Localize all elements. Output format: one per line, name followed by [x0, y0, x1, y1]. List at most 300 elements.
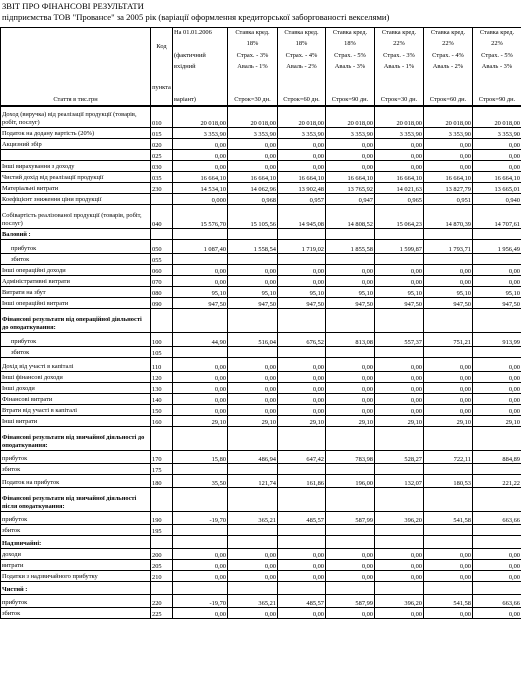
variant-2-value-cell: 0,00 [278, 405, 326, 416]
row-label: Коефіцієнт зниження ціни продукції [1, 194, 151, 205]
variant-6-value-cell: 0,00 [473, 161, 521, 172]
variant-2-value-cell [278, 536, 326, 549]
variant-3-value-cell: 587,99 [326, 595, 375, 608]
variant-3-value-cell: 0,00 [326, 139, 375, 150]
base-value-cell: 0,000 [173, 194, 228, 205]
variant-4-value-cell: 132,07 [375, 475, 424, 488]
header-var2-term: Строк=60 дн. [278, 72, 326, 106]
variant-6-value-cell [473, 309, 521, 333]
header-var1-costs [228, 50, 278, 72]
header-var4-term: Строк=30 дн. [375, 72, 424, 106]
variant-5-value-cell: 947,50 [424, 298, 473, 309]
header-var1-strakh: Страх. - 3% [236, 51, 269, 59]
variant-6-value-cell: 0,00 [473, 358, 521, 372]
row-code: 050 [151, 240, 173, 254]
variant-6-value-cell: 663,66 [473, 595, 521, 608]
variant-1-value-cell: 0,00 [228, 276, 278, 287]
variant-1-value-cell: 365,21 [228, 595, 278, 608]
header-var6-strakh: Страх. - 5% [481, 51, 513, 59]
row-code: 180 [151, 475, 173, 488]
table-row [1, 254, 521, 265]
row-label: витрати [1, 560, 151, 571]
header-var4-rate: Ставка кред. [375, 28, 424, 39]
variant-3-value-cell: 0,00 [326, 372, 375, 383]
variant-3-value-cell: 0,00 [326, 571, 375, 582]
variant-6-value-cell [473, 347, 521, 358]
variant-6-value-cell: 0,00 [473, 549, 521, 560]
variant-6-value-cell: 221,22 [473, 475, 521, 488]
row-code: 210 [151, 571, 173, 582]
row-code: 205 [151, 560, 173, 571]
variant-3-value-cell: 0,00 [326, 161, 375, 172]
variant-3-value-cell: 0,00 [326, 383, 375, 394]
table-row [1, 107, 521, 128]
variant-3-value-cell: 0,00 [326, 394, 375, 405]
table-body [1, 107, 521, 619]
row-code: 170 [151, 451, 173, 464]
variant-4-value-cell [375, 464, 424, 475]
variant-2-value-cell [278, 488, 326, 512]
header-var5-costs [424, 50, 473, 72]
variant-3-value-cell [326, 254, 375, 265]
header-var3-costs [326, 50, 375, 72]
row-code [151, 582, 173, 595]
variant-5-value-cell: 0,00 [424, 383, 473, 394]
variant-2-value-cell: 13 902,48 [278, 183, 326, 194]
table-row [1, 150, 521, 161]
variant-6-value-cell: 884,89 [473, 451, 521, 464]
variant-3-value-cell: 13 765,92 [326, 183, 375, 194]
row-label: прибуток [1, 333, 151, 347]
row-code: 140 [151, 394, 173, 405]
variant-6-value-cell: 29,10 [473, 416, 521, 427]
variant-4-value-cell [375, 525, 424, 536]
base-value-cell [173, 229, 228, 240]
variant-5-value-cell: 0,00 [424, 560, 473, 571]
variant-1-value-cell: 0,00 [228, 139, 278, 150]
variant-3-value-cell: 0,00 [326, 405, 375, 416]
header-var1-aval: Аваль - 1% [237, 62, 268, 70]
variant-4-value-cell: 95,10 [375, 287, 424, 298]
variant-2-value-cell: 0,00 [278, 150, 326, 161]
table-row [1, 161, 521, 172]
variant-3-value-cell [326, 536, 375, 549]
base-value-cell [173, 488, 228, 512]
header-var6-costs [473, 50, 521, 72]
header-var5-term: Строк=60 дн. [424, 72, 473, 106]
row-label: збиток [1, 347, 151, 358]
row-label [1, 150, 151, 161]
row-label: Фінансові результати від звичайної діяльності після оподаткування: [1, 488, 151, 512]
variant-3-value-cell: 0,00 [326, 549, 375, 560]
row-label: Дохід від участі в капіталі [1, 358, 151, 372]
base-value-cell: 0,00 [173, 571, 228, 582]
variant-6-value-cell: 95,10 [473, 287, 521, 298]
row-code: 025 [151, 150, 173, 161]
base-value-cell: 0,00 [173, 358, 228, 372]
row-label: Матеріальні витрати [1, 183, 151, 194]
row-code: 030 [151, 161, 173, 172]
variant-5-value-cell: 29,10 [424, 416, 473, 427]
variant-2-value-cell: 0,00 [278, 372, 326, 383]
row-code [151, 194, 173, 205]
variant-1-value-cell [228, 488, 278, 512]
variant-5-value-cell: 0,00 [424, 139, 473, 150]
row-label: збиток [1, 464, 151, 475]
row-label: Акцизний збір [1, 139, 151, 150]
row-code [151, 309, 173, 333]
variant-2-value-cell: 20 018,00 [278, 107, 326, 128]
header-var1-term: Строк=30 дн. [228, 72, 278, 106]
base-value-cell: 0,00 [173, 150, 228, 161]
row-code [151, 536, 173, 549]
header-var3-strakh: Страх. - 5% [334, 51, 366, 59]
table-row [1, 595, 521, 608]
variant-4-value-cell [375, 427, 424, 451]
row-code: 040 [151, 205, 173, 229]
header-var5-pct: 22% [424, 39, 473, 50]
base-value-cell: 0,00 [173, 394, 228, 405]
variant-1-value-cell: 947,50 [228, 298, 278, 309]
variant-4-value-cell: 947,50 [375, 298, 424, 309]
variant-4-value-cell: 0,00 [375, 139, 424, 150]
variant-1-value-cell: 0,00 [228, 358, 278, 372]
row-label: Фінансові результати від звичайної діяльності до оподаткування: [1, 427, 151, 451]
row-code: 090 [151, 298, 173, 309]
variant-5-value-cell: 14 870,39 [424, 205, 473, 229]
row-code: 035 [151, 172, 173, 183]
table-row [1, 205, 521, 229]
variant-2-value-cell: 161,86 [278, 475, 326, 488]
variant-6-value-cell: 0,00 [473, 608, 521, 619]
header-var2-costs [278, 50, 326, 72]
variant-5-value-cell: 0,00 [424, 372, 473, 383]
variant-2-value-cell: 0,00 [278, 276, 326, 287]
row-label: Валовий : [1, 229, 151, 240]
variant-2-value-cell [278, 229, 326, 240]
variant-3-value-cell: 783,98 [326, 451, 375, 464]
table-row [1, 372, 521, 383]
variant-3-value-cell: 0,947 [326, 194, 375, 205]
row-code: 150 [151, 405, 173, 416]
variant-2-value-cell [278, 347, 326, 358]
table-row [1, 416, 521, 427]
header-base-line1: На 01.01.2006 [173, 28, 228, 39]
variant-2-value-cell: 0,00 [278, 358, 326, 372]
variant-4-value-cell [375, 488, 424, 512]
row-code: 060 [151, 265, 173, 276]
variant-2-value-cell: 0,00 [278, 549, 326, 560]
variant-3-value-cell: 29,10 [326, 416, 375, 427]
variant-1-value-cell: 0,00 [228, 383, 278, 394]
variant-5-value-cell: 0,951 [424, 194, 473, 205]
header-var6-rate: Ставка кред. [473, 28, 521, 39]
row-label: прибуток [1, 595, 151, 608]
header-var3-aval: Аваль - 3% [334, 62, 366, 70]
row-code: 220 [151, 595, 173, 608]
row-label: Фінансові витрати [1, 394, 151, 405]
header-code-label: Код [156, 43, 167, 50]
header-base-fact: (фактичний [174, 51, 206, 59]
variant-6-value-cell: 0,940 [473, 194, 521, 205]
variant-4-value-cell: 29,10 [375, 416, 424, 427]
table-row [1, 183, 521, 194]
variant-4-value-cell: 0,00 [375, 405, 424, 416]
row-code: 020 [151, 139, 173, 150]
row-label: Податок на прибуток [1, 475, 151, 488]
variant-4-value-cell: 0,00 [375, 549, 424, 560]
variant-6-value-cell: 947,50 [473, 298, 521, 309]
table-row [1, 464, 521, 475]
base-value-cell [173, 536, 228, 549]
row-label: Інші вирахування з доходу [1, 161, 151, 172]
row-code: 055 [151, 254, 173, 265]
header-base-variant: варіант) [173, 72, 228, 106]
variant-4-value-cell: 0,965 [375, 194, 424, 205]
header-var3-term: Строк=90 дн. [326, 72, 375, 106]
variant-5-value-cell [424, 582, 473, 595]
variant-2-value-cell: 0,00 [278, 394, 326, 405]
variant-3-value-cell: 20 018,00 [326, 107, 375, 128]
variant-6-value-cell [473, 254, 521, 265]
variant-5-value-cell: 16 664,10 [424, 172, 473, 183]
row-label: Фінансові результати від операційної діяльності до оподаткування: [1, 309, 151, 333]
variant-3-value-cell [326, 464, 375, 475]
variant-4-value-cell: 0,00 [375, 161, 424, 172]
base-value-cell: 0,00 [173, 549, 228, 560]
header-var4-aval: Аваль - 1% [383, 62, 415, 70]
row-label: збиток [1, 254, 151, 265]
variant-4-value-cell [375, 229, 424, 240]
base-value-cell: 0,00 [173, 608, 228, 619]
variant-3-value-cell: 813,08 [326, 333, 375, 347]
variant-2-value-cell: 0,00 [278, 161, 326, 172]
variant-3-value-cell: 95,10 [326, 287, 375, 298]
row-label: прибуток [1, 240, 151, 254]
header-var5-aval: Аваль - 2% [432, 62, 464, 70]
base-value-cell [173, 309, 228, 333]
variant-3-value-cell [326, 347, 375, 358]
variant-3-value-cell: 3 353,90 [326, 128, 375, 139]
table-row [1, 427, 521, 451]
row-code: 070 [151, 276, 173, 287]
row-label: Собівартість реалізованої продукції (товарів, робіт, послуг) [1, 205, 151, 229]
variant-5-value-cell: 722,11 [424, 451, 473, 464]
base-value-cell: 15 576,70 [173, 205, 228, 229]
variant-4-value-cell: 20 018,00 [375, 107, 424, 128]
base-value-cell [173, 525, 228, 536]
table-row [1, 287, 521, 298]
variant-6-value-cell [473, 427, 521, 451]
table-row [1, 333, 521, 347]
row-label: Чистий : [1, 582, 151, 595]
table-row [1, 309, 521, 333]
variant-5-value-cell: 751,21 [424, 333, 473, 347]
header-var1-rate: Ставка кред. [228, 28, 278, 39]
table-row [1, 560, 521, 571]
variant-2-value-cell: 14 945,08 [278, 205, 326, 229]
variant-6-value-cell: 0,00 [473, 560, 521, 571]
variant-5-value-cell [424, 464, 473, 475]
variant-2-value-cell: 3 353,90 [278, 128, 326, 139]
table-row [1, 139, 521, 150]
base-value-cell: 0,00 [173, 372, 228, 383]
base-value-cell: -19,70 [173, 595, 228, 608]
table-row [1, 358, 521, 372]
header-var4-costs [375, 50, 424, 72]
variant-4-value-cell: 396,20 [375, 512, 424, 525]
row-code: 230 [151, 183, 173, 194]
table-row [1, 298, 521, 309]
variant-3-value-cell: 947,50 [326, 298, 375, 309]
base-value-cell: 0,00 [173, 276, 228, 287]
variant-1-value-cell [228, 347, 278, 358]
variant-4-value-cell: 0,00 [375, 265, 424, 276]
header-base-sub [173, 50, 228, 72]
table-row [1, 276, 521, 287]
row-label: Податок на додану вартість (20%) [1, 128, 151, 139]
variant-4-value-cell [375, 347, 424, 358]
variant-5-value-cell: 0,00 [424, 608, 473, 619]
variant-2-value-cell: 647,42 [278, 451, 326, 464]
base-value-cell: 3 353,90 [173, 128, 228, 139]
variant-1-value-cell: 0,00 [228, 372, 278, 383]
table-row [1, 536, 521, 549]
variant-4-value-cell: 15 064,23 [375, 205, 424, 229]
row-code [151, 427, 173, 451]
variant-4-value-cell: 557,37 [375, 333, 424, 347]
variant-1-value-cell: 1 558,54 [228, 240, 278, 254]
variant-4-value-cell: 3 353,90 [375, 128, 424, 139]
variant-3-value-cell: 0,00 [326, 358, 375, 372]
variant-5-value-cell [424, 229, 473, 240]
variant-6-value-cell [473, 464, 521, 475]
variant-5-value-cell: 95,10 [424, 287, 473, 298]
variant-6-value-cell [473, 488, 521, 512]
row-label: Втрати від участі в капіталі [1, 405, 151, 416]
variant-2-value-cell: 0,00 [278, 571, 326, 582]
variant-4-value-cell: 0,00 [375, 383, 424, 394]
base-value-cell: -19,70 [173, 512, 228, 525]
row-code: 190 [151, 512, 173, 525]
base-value-cell: 0,00 [173, 405, 228, 416]
base-value-cell [173, 582, 228, 595]
variant-4-value-cell: 0,00 [375, 394, 424, 405]
variant-6-value-cell: 14 707,61 [473, 205, 521, 229]
variant-3-value-cell [326, 525, 375, 536]
variant-4-value-cell: 0,00 [375, 358, 424, 372]
base-value-cell: 14 534,10 [173, 183, 228, 194]
variant-1-value-cell [228, 254, 278, 265]
row-label: Доход (виручка) від реалізації продукції (товарів, робіт, послуг) [1, 107, 151, 128]
variant-1-value-cell: 516,04 [228, 333, 278, 347]
variant-5-value-cell [424, 347, 473, 358]
variant-2-value-cell: 947,50 [278, 298, 326, 309]
variant-6-value-cell [473, 525, 521, 536]
variant-5-value-cell: 541,58 [424, 512, 473, 525]
table-row [1, 451, 521, 464]
row-code: 100 [151, 333, 173, 347]
row-label: Інші операційні витрати [1, 298, 151, 309]
header-var6-term: Строк=90 дн. [473, 72, 521, 106]
variant-6-value-cell: 0,00 [473, 405, 521, 416]
variant-1-value-cell: 0,00 [228, 265, 278, 276]
variant-6-value-cell: 0,00 [473, 372, 521, 383]
variant-6-value-cell: 0,00 [473, 394, 521, 405]
header-row-label: Стаття в тис.грн [1, 72, 151, 106]
variant-6-value-cell: 0,00 [473, 571, 521, 582]
header-base-input: вхідний [174, 62, 196, 70]
variant-5-value-cell: 0,00 [424, 394, 473, 405]
table-row [1, 549, 521, 560]
variant-3-value-cell: 14 808,52 [326, 205, 375, 229]
base-value-cell: 20 018,00 [173, 107, 228, 128]
variant-4-value-cell: 0,00 [375, 372, 424, 383]
row-label: прибуток [1, 512, 151, 525]
variant-5-value-cell [424, 536, 473, 549]
row-code [151, 229, 173, 240]
variant-2-value-cell: 0,00 [278, 608, 326, 619]
variant-6-value-cell: 913,99 [473, 333, 521, 347]
header-var3-pct: 18% [326, 39, 375, 50]
row-code: 160 [151, 416, 173, 427]
variant-5-value-cell [424, 427, 473, 451]
base-value-cell: 16 664,10 [173, 172, 228, 183]
variant-6-value-cell [473, 582, 521, 595]
variant-4-value-cell [375, 536, 424, 549]
variant-1-value-cell: 20 018,00 [228, 107, 278, 128]
variant-1-value-cell [228, 582, 278, 595]
variant-3-value-cell: 16 664,10 [326, 172, 375, 183]
variant-2-value-cell [278, 254, 326, 265]
header-var6-aval: Аваль - 3% [481, 62, 513, 70]
base-value-cell: 0,00 [173, 161, 228, 172]
variant-4-value-cell: 0,00 [375, 276, 424, 287]
variant-6-value-cell: 663,66 [473, 512, 521, 525]
base-value-cell [173, 427, 228, 451]
variant-5-value-cell [424, 488, 473, 512]
variant-3-value-cell: 0,00 [326, 560, 375, 571]
table-row [1, 194, 521, 205]
base-value-cell: 29,10 [173, 416, 228, 427]
variant-2-value-cell: 16 664,10 [278, 172, 326, 183]
header-var2-strakh: Страх. - 4% [285, 51, 318, 59]
variant-1-value-cell: 16 664,10 [228, 172, 278, 183]
variant-1-value-cell: 3 353,90 [228, 128, 278, 139]
variant-1-value-cell: 29,10 [228, 416, 278, 427]
row-label: Адміністративні витрати [1, 276, 151, 287]
variant-1-value-cell [228, 229, 278, 240]
variant-5-value-cell: 0,00 [424, 549, 473, 560]
variant-4-value-cell: 14 021,63 [375, 183, 424, 194]
table-header [0, 27, 521, 106]
table-row [1, 512, 521, 525]
variant-1-value-cell: 486,94 [228, 451, 278, 464]
header-var2-aval: Аваль - 2% [286, 62, 317, 70]
header-var2-pct: 18% [278, 39, 326, 50]
variant-2-value-cell: 0,00 [278, 139, 326, 150]
variant-3-value-cell [326, 427, 375, 451]
variant-4-value-cell: 1 599,87 [375, 240, 424, 254]
variant-5-value-cell [424, 309, 473, 333]
variant-5-value-cell [424, 525, 473, 536]
variant-4-value-cell: 0,00 [375, 560, 424, 571]
base-value-cell: 0,00 [173, 139, 228, 150]
header-base-line2 [173, 39, 228, 50]
variant-2-value-cell [278, 309, 326, 333]
variant-5-value-cell: 541,58 [424, 595, 473, 608]
variant-1-value-cell: 0,968 [228, 194, 278, 205]
